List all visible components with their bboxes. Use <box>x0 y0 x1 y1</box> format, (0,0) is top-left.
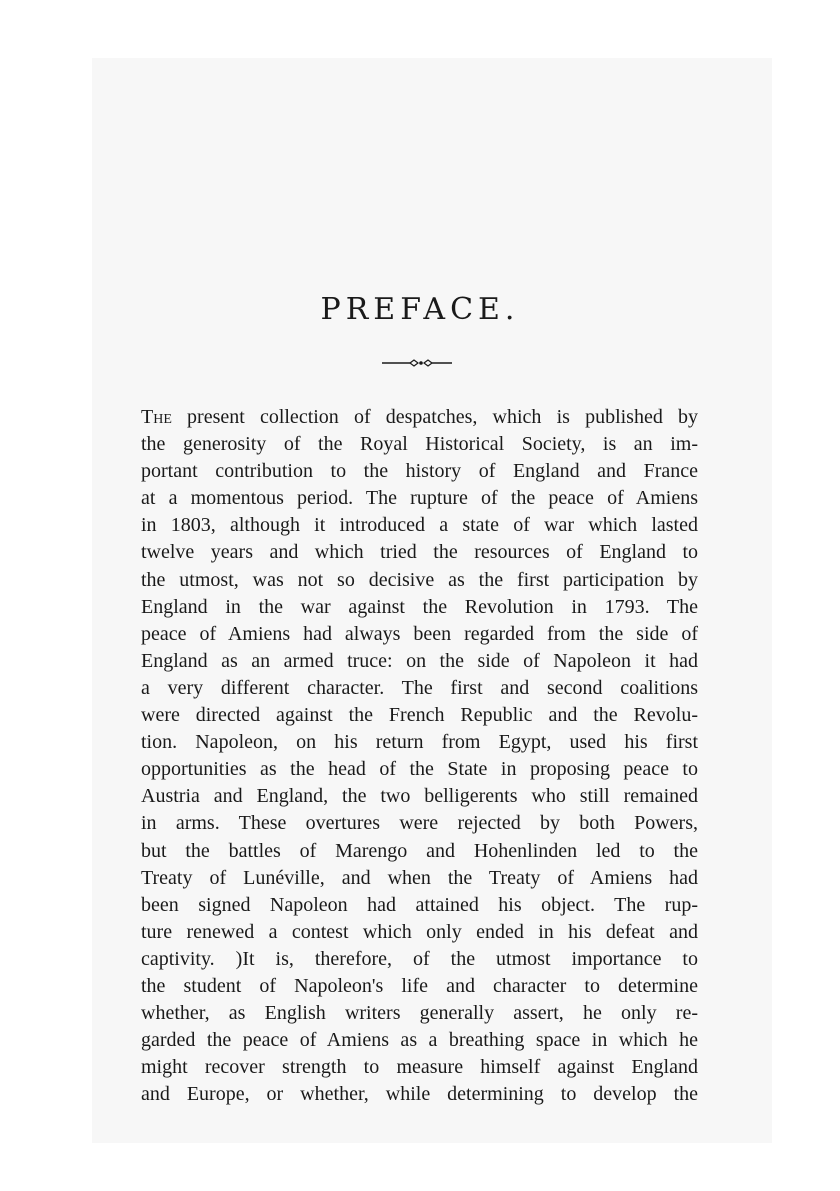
text-line: opportunities as the head of the State in proposing peace to <box>141 758 698 781</box>
text-line: captivity. )It is, therefore, of the utmost importance to <box>141 947 698 970</box>
opening-word: The <box>141 406 172 428</box>
text-line: were directed against the French Republic and the Revolu- <box>141 704 698 727</box>
text-line: England as an armed truce: on the side of Napoleon it had <box>141 649 698 672</box>
text-line: the student of Napoleon's life and character to determine <box>141 974 698 997</box>
text-line: tion. Napoleon, on his return from Egypt, used his first <box>141 731 698 754</box>
ornament-divider <box>382 358 452 368</box>
text-line: England in the war against the Revolution in 1793. The <box>141 595 698 618</box>
text-line: the generosity of the Royal Historical Society, is an im- <box>141 433 698 456</box>
text-line: portant contribution to the history of England and France <box>141 460 698 483</box>
text-line: a very different character. The first and second coalitions <box>141 676 698 699</box>
text-line: peace of Amiens had always been regarded from the side of <box>141 622 698 645</box>
preface-body <box>141 404 698 1108</box>
text-line: Austria and England, the two belligerents who still remained <box>141 785 698 808</box>
text-line: and Europe, or whether, while determining to develop the <box>141 1083 698 1106</box>
text-line: ture renewed a contest which only ended in his defeat and <box>141 920 698 943</box>
text-line: garded the peace of Amiens as a breathing space in which he <box>141 1029 698 1052</box>
text-line: in arms. These overtures were rejected by both Powers, <box>141 812 698 835</box>
text-line: in 1803, although it introduced a state of war which lasted <box>141 514 698 537</box>
text-line: The present collection of despatches, which is published by <box>141 406 698 428</box>
text-line: whether, as English writers generally assert, he only re- <box>141 1002 698 1025</box>
text-line: twelve years and which tried the resources of England to <box>141 541 698 564</box>
text-line: been signed Napoleon had attained his object. The rup- <box>141 893 698 916</box>
page-title: PREFACE. <box>320 292 520 327</box>
text-line: the utmost, was not so decisive as the first participation by <box>141 568 698 591</box>
text-line: Treaty of Lunéville, and when the Treaty of Amiens had <box>141 866 698 889</box>
text-line: at a momentous period. The rupture of the peace of Amiens <box>141 487 698 510</box>
text-line: but the battles of Marengo and Hohenlinden led to the <box>141 839 698 862</box>
text-line: might recover strength to measure himself against England <box>141 1056 698 1079</box>
